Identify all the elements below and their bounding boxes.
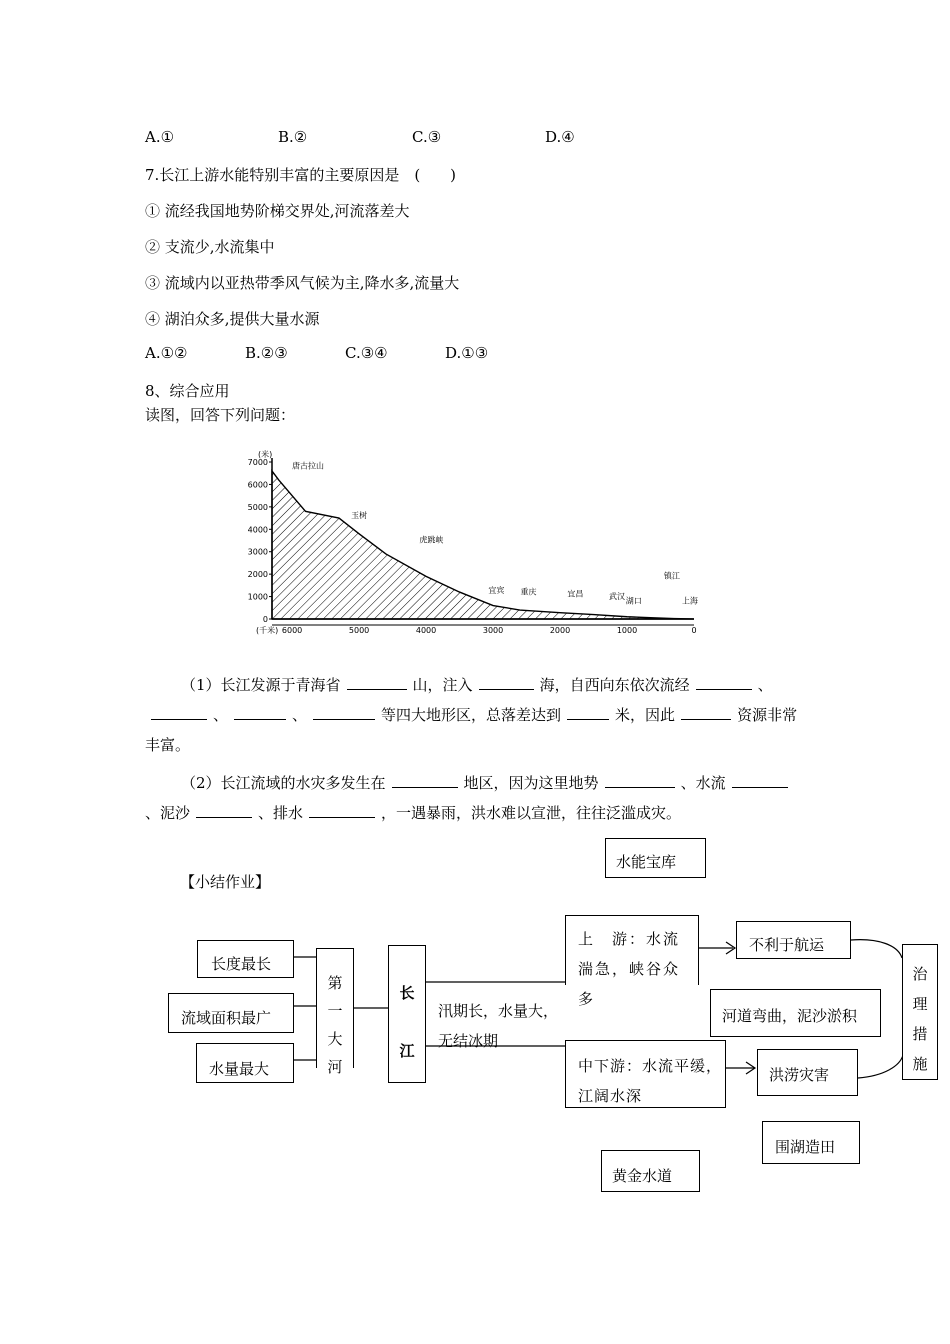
q8-sub1-text-9: 资源非常丰富。 — [145, 706, 798, 754]
q8-sub1-text-5: 、 — [213, 706, 229, 724]
q8-sub1-text-8: 米，因此 — [615, 706, 676, 724]
first-river-box — [316, 948, 354, 1076]
q7-item-1: ① 流经我国地势阶梯交界处,河流落差大 — [145, 202, 410, 220]
x-tick-label: 4000 — [415, 626, 437, 635]
navigation-text: 不利于航运 — [749, 936, 825, 954]
y-unit-label: (米) — [258, 450, 273, 459]
hydro-box — [605, 838, 706, 878]
q7-option-c: C.③④ — [345, 344, 388, 362]
place-label: 湖口 — [625, 596, 642, 606]
place-label: 虎跳峡 — [419, 535, 444, 545]
feature-text: 长度最长 — [211, 955, 272, 973]
x-tick-label: 2000 — [549, 626, 571, 635]
q8-sub2-text-5: 、排水 — [258, 804, 304, 822]
golden-text: 黄金水道 — [612, 1167, 673, 1185]
q7-item-2: ② 支流少,水流集中 — [145, 238, 275, 256]
y-tick-label: 7000 — [247, 458, 268, 467]
q6-option-c: C.③ — [412, 128, 442, 146]
feature-text: 流域面积最广 — [181, 1009, 272, 1027]
place-label: 宜宾 — [488, 586, 505, 596]
x-tick-label: 5000 — [348, 626, 370, 635]
q6-option-b: B.② — [278, 128, 308, 146]
q8-sub1-text-7: 等四大地形区，总落差达到 — [381, 706, 562, 724]
y-tick-label: 1000 — [247, 592, 268, 602]
bend-box — [710, 989, 881, 1037]
q8-sub2-text-1: （2）长江流域的水灾多发生在 — [181, 774, 386, 792]
place-label: 镇江 — [663, 571, 680, 581]
midstream-box — [565, 1040, 726, 1108]
y-tick-label: 0 — [262, 615, 268, 624]
river-text: 长江 — [399, 984, 415, 1060]
place-label: 重庆 — [520, 587, 537, 597]
govern-text: 治理措施 — [912, 965, 928, 1073]
y-tick-label: 6000 — [247, 480, 268, 490]
y-tick-label: 4000 — [247, 525, 268, 535]
x-tick-label: 6000 — [281, 626, 303, 635]
x-tick-label: 3000 — [482, 626, 504, 635]
flood-season-text: 汛期长，水量大，无结冰期 — [438, 1002, 559, 1050]
x-tick-label: 0 — [691, 626, 697, 635]
q8-instruction: 读图，回答下列问题： — [145, 406, 296, 424]
place-label: 玉树 — [351, 511, 368, 521]
river-box — [388, 945, 426, 1083]
feature-text: 水量最大 — [209, 1060, 270, 1078]
first-river-text: 第一大河 — [327, 974, 343, 1076]
q8-title: 8、综合应用 — [145, 382, 230, 400]
navigation-box — [736, 921, 851, 959]
q8-sub2-text-3: 、水流 — [680, 774, 726, 792]
q8-sub1-text-1: （1）长江发源于青海省 — [181, 676, 341, 694]
q7-option-a: A.①② — [145, 344, 188, 362]
q7-option-b: B.②③ — [245, 344, 288, 362]
q6-option-a: A.① — [145, 128, 175, 146]
flood-text: 洪涝灾害 — [769, 1066, 830, 1084]
q8-sub1-text-6: 、 — [292, 706, 308, 724]
place-label: 唐古拉山 — [292, 461, 325, 471]
x-tick-label: 1000 — [616, 626, 638, 635]
feature-box-length — [197, 940, 294, 978]
upstream-box — [565, 915, 699, 1008]
q8-sub1-text-3: 海，自西向东依次流经 — [539, 676, 690, 694]
summary-title: 【小结作业】 — [180, 873, 271, 891]
feature-box-area — [168, 993, 294, 1033]
govern-box — [902, 944, 938, 1080]
reclaim-box — [762, 1121, 860, 1164]
q7-item-4: ④ 湖泊众多,提供大量水源 — [145, 310, 320, 328]
place-label: 上海 — [681, 596, 698, 606]
q6-option-d: D.④ — [545, 128, 575, 146]
y-tick-label: 2000 — [247, 570, 268, 580]
midstream-text: 中下游：水流平缓，江阔水深 — [578, 1057, 723, 1105]
q8-sub2-text-6: ，一遇暴雨，洪水难以宣泄，往往泛滥成灾。 — [381, 804, 682, 822]
y-tick-label: 3000 — [247, 547, 268, 557]
q8-sub2-text-2: 地区，因为这里地势 — [463, 774, 599, 792]
place-label: 武汉 — [608, 591, 625, 601]
flood-box — [757, 1049, 858, 1096]
x-unit-label: (千米) — [256, 626, 279, 635]
reclaim-text: 围湖造田 — [775, 1138, 836, 1156]
q8-sub2-text-4: 、泥沙 — [145, 804, 191, 822]
q7-item-3: ③ 流域内以亚热带季风气候为主,降水多,流量大 — [145, 274, 460, 292]
upstream-text: 上 游：水流湍急，峡谷众多 — [578, 930, 681, 1008]
hydro-text: 水能宝库 — [616, 853, 677, 871]
q8-sub1-text-2: 山，注入 — [412, 676, 473, 694]
q8-sub1-text-4: 、 — [757, 676, 773, 694]
place-label: 宜昌 — [567, 589, 584, 599]
q7-stem: 7.长江上游水能特别丰富的主要原因是 ( ) — [145, 166, 457, 184]
feature-box-volume — [196, 1043, 294, 1083]
bend-text: 河道弯曲，泥沙淤积 — [722, 1007, 858, 1025]
golden-box — [601, 1150, 700, 1192]
y-tick-label: 5000 — [247, 502, 268, 512]
q7-option-d: D.①③ — [445, 344, 489, 362]
